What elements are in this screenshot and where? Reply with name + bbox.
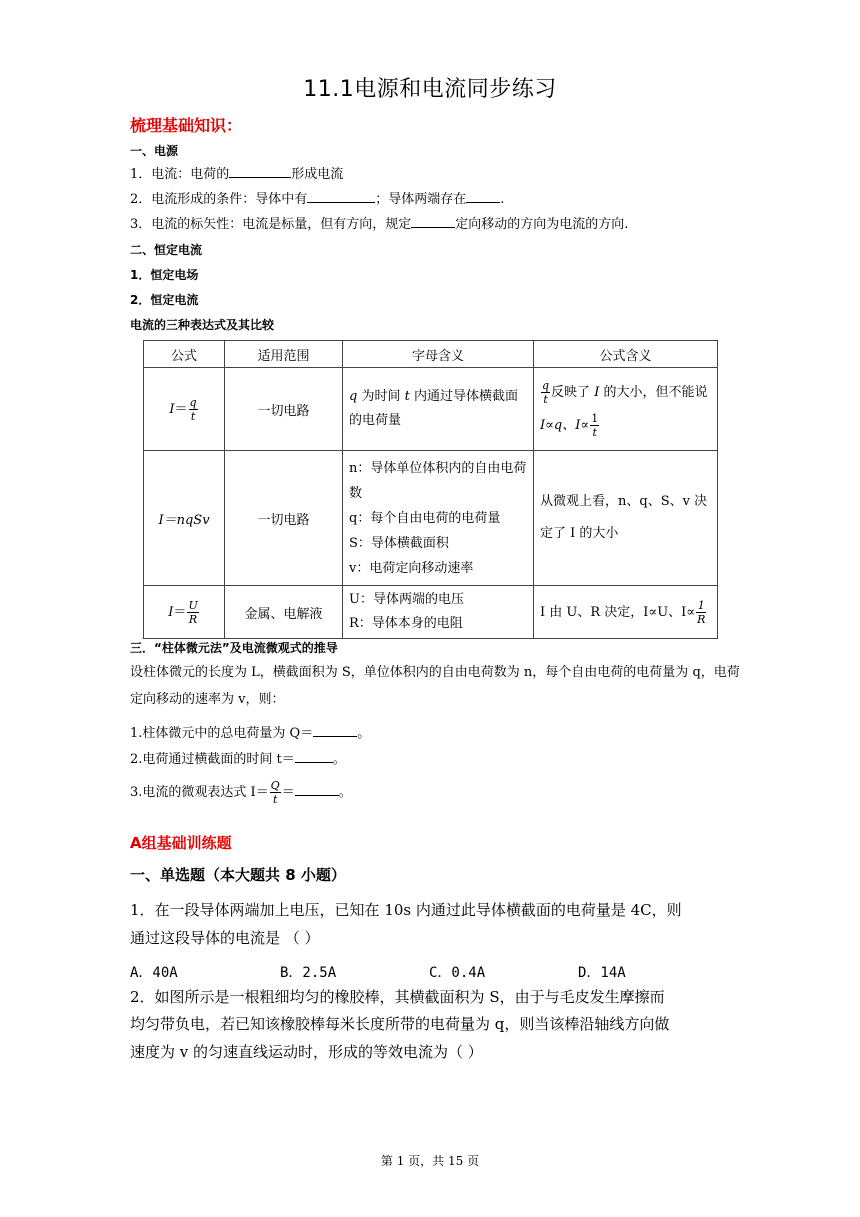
blank-4 [411,215,455,228]
blank-3 [466,190,500,203]
question-2-line: 2．如图所示是一根粗细均匀的橡胶棒，其横截面积为 S，由于与毛皮发生摩擦而 [130,988,665,1006]
table-row [144,368,718,451]
text: 的大小，但不能说 [599,385,708,400]
header-cell: 字母含义 [343,341,534,368]
text: U [188,598,198,612]
fill-line-1 [130,165,343,184]
text: ＝ [281,785,295,800]
text: 形成电流 [291,167,344,182]
text: t [189,409,198,423]
heading-micro-derivation: 三．“柱体微元法”及电流微观式的推导 [130,641,338,655]
text: 1.柱体微元中的总电荷量为 Q＝ [130,726,314,741]
option-d: D．14A [578,965,626,981]
scope-cell: 一切电路 [225,451,343,586]
text: t [270,792,281,806]
page-title: 11.1电源和电流同步练习 [303,77,557,102]
blank-7 [295,783,339,796]
meaning-item: q：每个自由电荷的电荷量 [349,510,501,526]
fill-line-t [130,750,346,769]
fill-line-3 [130,215,628,234]
text: I [594,385,600,400]
header-cell: 公式 [144,341,225,368]
table-header-row [144,341,718,368]
text: 3．电流的标矢性：电流是标量，但有方向，规定 [130,217,412,232]
fraction [189,396,198,423]
formula-table [143,340,718,639]
question-2-line: 速度为 v 的匀速直线运动时，形成的等效电流为（ ） [130,1043,483,1061]
question-2-line: 均匀带负电，若已知该橡胶棒每米长度所带的电荷量为 q，则当该棒沿轴线方向做 [130,1015,670,1033]
meaning-cell [343,586,534,639]
option-b: B．2.5A [280,965,337,981]
meaning-cell [343,368,534,451]
item-steady-field: 1．恒定电场 [130,268,199,282]
fill-line-i [130,778,352,808]
fill-line-2 [130,190,504,209]
text: I [168,604,174,620]
text: 1．电流：电荷的 [130,167,230,182]
text: t [590,425,599,439]
meaning-item: S：导体横截面积 [349,535,449,551]
text: 。 [338,785,352,800]
heading-steady-current: 二、恒定电流 [130,243,203,257]
fraction [541,379,550,406]
question-1-line: 通过这段导体的电流是 （ ） [130,929,320,947]
text: 2．电流形成的条件：导体中有 [130,192,308,207]
question-1-line: 1．在一段导体两端加上电压，已知在 10s 内通过此导体横截面的电荷量是 4C，则 [130,901,682,919]
text: t [541,392,550,406]
text: R [697,612,706,626]
text: 1 [697,598,705,612]
text: q [542,379,550,392]
item-steady-current: 2．恒定电流 [130,293,199,307]
meaning-item: R：导体本身的电阻 [349,616,463,631]
text: q [349,389,358,404]
header-cell: 适用范围 [225,341,343,368]
text: 定向移动的方向为电流的方向. [455,217,629,232]
text: 为时间 [357,389,405,404]
fraction [187,599,198,626]
scope-cell: 一切电路 [225,368,343,451]
sense-line [540,412,711,439]
text: . [500,192,505,207]
formula-cell [144,586,225,639]
section-basics-heading: 梳理基础知识： [130,116,243,135]
option-c: C．0.4A [429,965,486,981]
blank-2 [307,190,375,203]
group-a-heading: A组基础训练题 [130,834,232,852]
text: I 由 U、R 决定，I∝U、I∝ [540,604,696,620]
single-choice-heading: 一、单选题（本大题共 8 小题） [130,866,346,884]
option-a: A．40A [130,965,178,981]
scope-cell: 金属、电解液 [225,586,343,639]
fill-line-q [130,724,370,743]
text: Q [270,779,280,792]
fraction [696,599,706,626]
text: 。 [332,752,346,767]
text: 3.电流的微观表达式 I＝ [130,785,269,800]
text: R [188,612,198,626]
text: I∝q、I∝ [540,418,590,433]
table-caption: 电流的三种表达式及其比较 [130,318,275,332]
text: ＝ [174,401,188,417]
text: ＝ [173,604,187,620]
heading-power-source: 一、电源 [130,144,179,158]
sense-cell: 从微观上看，n、q、S、v 决定了 I 的大小 [534,451,718,586]
meaning-cell [343,451,534,586]
text: ；导体两端存在 [375,192,467,207]
table-row [144,451,718,586]
text: 内通过导体横截面的电荷量 [349,389,518,428]
blank-5 [313,724,357,737]
meaning-item: U：导体两端的电压 [349,592,464,607]
meaning-item: n：导体单位体积内的自由电荷数 [349,460,527,501]
page-footer: 第 1 页，共 15 页 [380,1154,480,1168]
text: I [169,401,175,417]
blank-6 [295,750,333,763]
formula-cell [144,368,225,451]
table-row [144,586,718,639]
text: t [404,389,410,404]
header-cell: 公式含义 [534,341,718,368]
sense-line [540,379,711,406]
fraction [590,412,599,439]
sense-cell [534,368,718,451]
text: q [189,395,197,409]
text: 2.电荷通过横截面的时间 t＝ [130,752,295,767]
fraction [270,779,281,806]
paragraph-line: 设柱体微元的长度为 L，横截面积为 S，单位体积内的自由电荷数为 n，每个自由电荷的电荷量为 q，电荷 [130,665,740,680]
meaning-item: v：电荷定向移动速率 [349,560,474,576]
text: 。 [357,726,371,741]
text: 反映了 [551,385,595,400]
paragraph-line: 定向移动的速率为 v，则： [130,692,285,707]
sense-cell [534,586,718,639]
formula-cell: I＝nqSv [144,451,225,586]
blank-1 [229,165,291,178]
text: 1 [591,412,599,425]
